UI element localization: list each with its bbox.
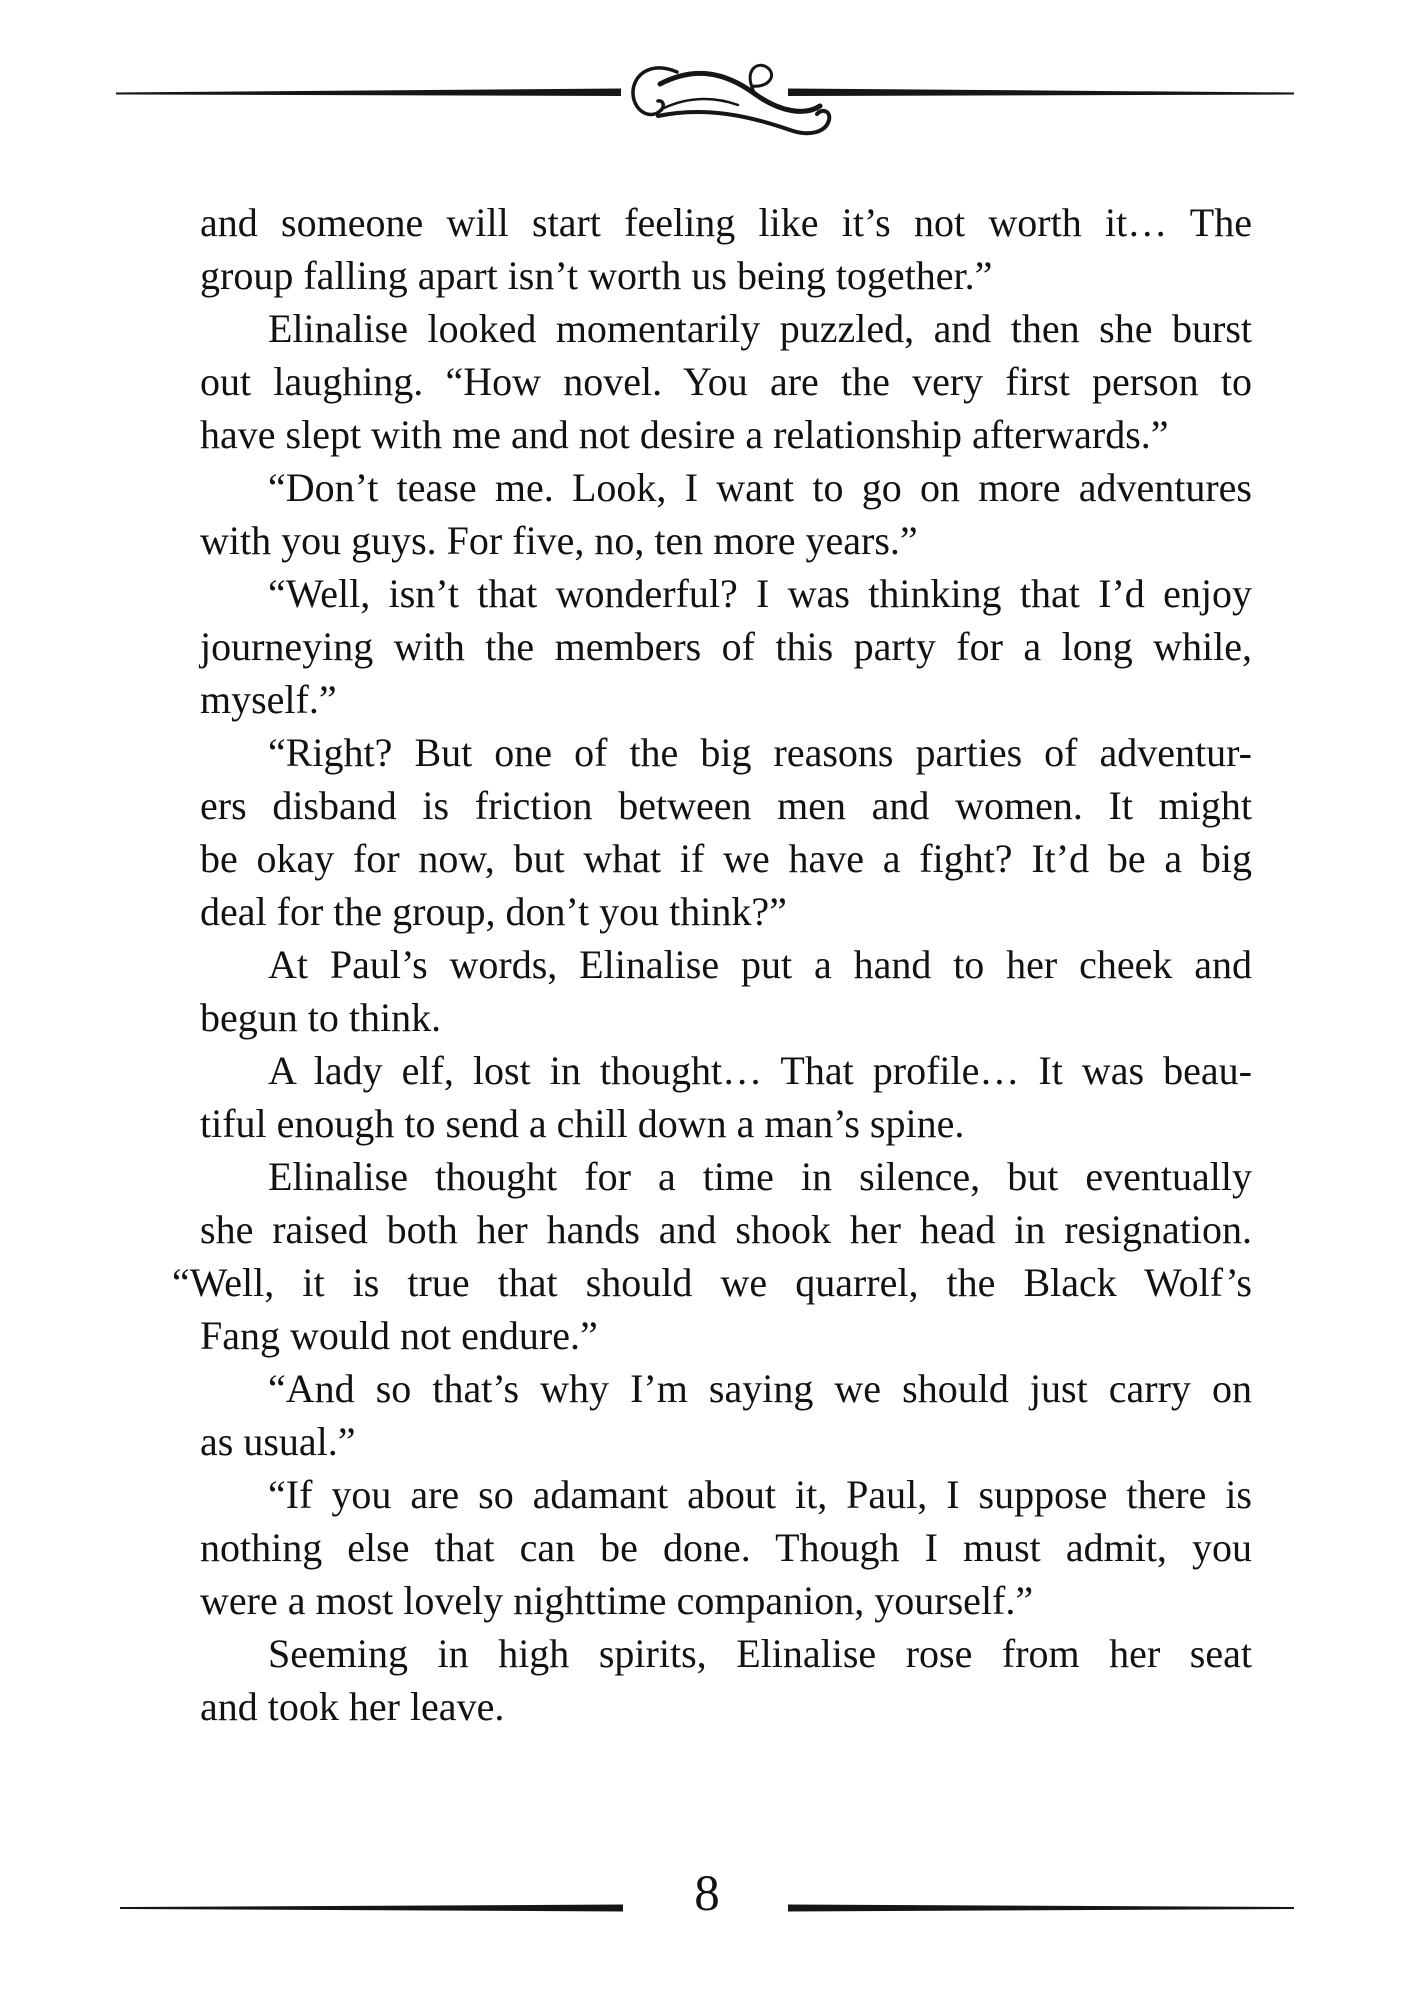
text-line: “If you are so adamant about it, Paul, I suppose there is [268, 1472, 1252, 1517]
text-line: ers disband is friction between men and women. It might [200, 783, 1252, 828]
text-line: tiful enough to send a chill down a man’s spine. [200, 1101, 965, 1146]
text-line: out laughing. “How novel. You are the very first person to [200, 359, 1252, 404]
text-line: Elinalise looked momentarily puzzled, and then she burst [268, 306, 1252, 351]
text-line: she raised both her hands and shook her head in resignation. [200, 1207, 1252, 1252]
text-line: Seeming in high spirits, Elinalise rose from her seat [268, 1631, 1252, 1676]
text-line: be okay for now, but what if we have a fight? It’d be a big [200, 836, 1252, 881]
text-line: begun to think. [200, 995, 442, 1040]
text-line: as usual.” [200, 1419, 356, 1464]
text-line: have slept with me and not desire a relationship afterwards.” [200, 412, 1169, 457]
header-rule-left [116, 89, 621, 97]
text-line: nothing else that can be done. Though I must admit, you [200, 1525, 1252, 1570]
text-line: “And so that’s why I’m saying we should just carry on [268, 1366, 1252, 1411]
text-line: and took her leave. [200, 1684, 505, 1729]
text-line: Elinalise thought for a time in silence, but eventually [268, 1154, 1252, 1199]
header-rule-right [788, 89, 1294, 97]
text-line: myself.” [200, 677, 337, 722]
text-line: deal for the group, don’t you think?” [200, 889, 787, 934]
flourish-icon [633, 65, 829, 133]
page-number: 8 [694, 1866, 720, 1922]
text-line: “Right? But one of the big reasons parties of adventur- [268, 730, 1252, 775]
text-line: group falling apart isn’t worth us being together.” [200, 253, 993, 298]
text-line: At Paul’s words, Elinalise put a hand to her cheek and [268, 942, 1252, 987]
text-line: were a most lovely nighttime companion, yourself.” [200, 1578, 1034, 1623]
text-line: journeying with the members of this party for a long while, [200, 624, 1252, 669]
body-text [172, 196, 1252, 1733]
text-line: “Don’t tease me. Look, I want to go on more adventures [268, 465, 1252, 510]
text-line: and someone will start feeling like it’s not worth it… The [200, 200, 1252, 245]
text-line: “Well, it is true that should we quarrel, the Black Wolf’s [172, 1260, 1252, 1305]
header-flourish-ornament [0, 0, 1404, 160]
text-line: “Well, isn’t that wonderful? I was thinking that I’d enjoy [268, 571, 1252, 616]
text-line: A lady elf, lost in thought… That profile… It was beau- [268, 1048, 1252, 1093]
text-line: Fang would not endure.” [200, 1313, 598, 1358]
text-line: with you guys. For five, no, ten more years.” [200, 518, 918, 563]
